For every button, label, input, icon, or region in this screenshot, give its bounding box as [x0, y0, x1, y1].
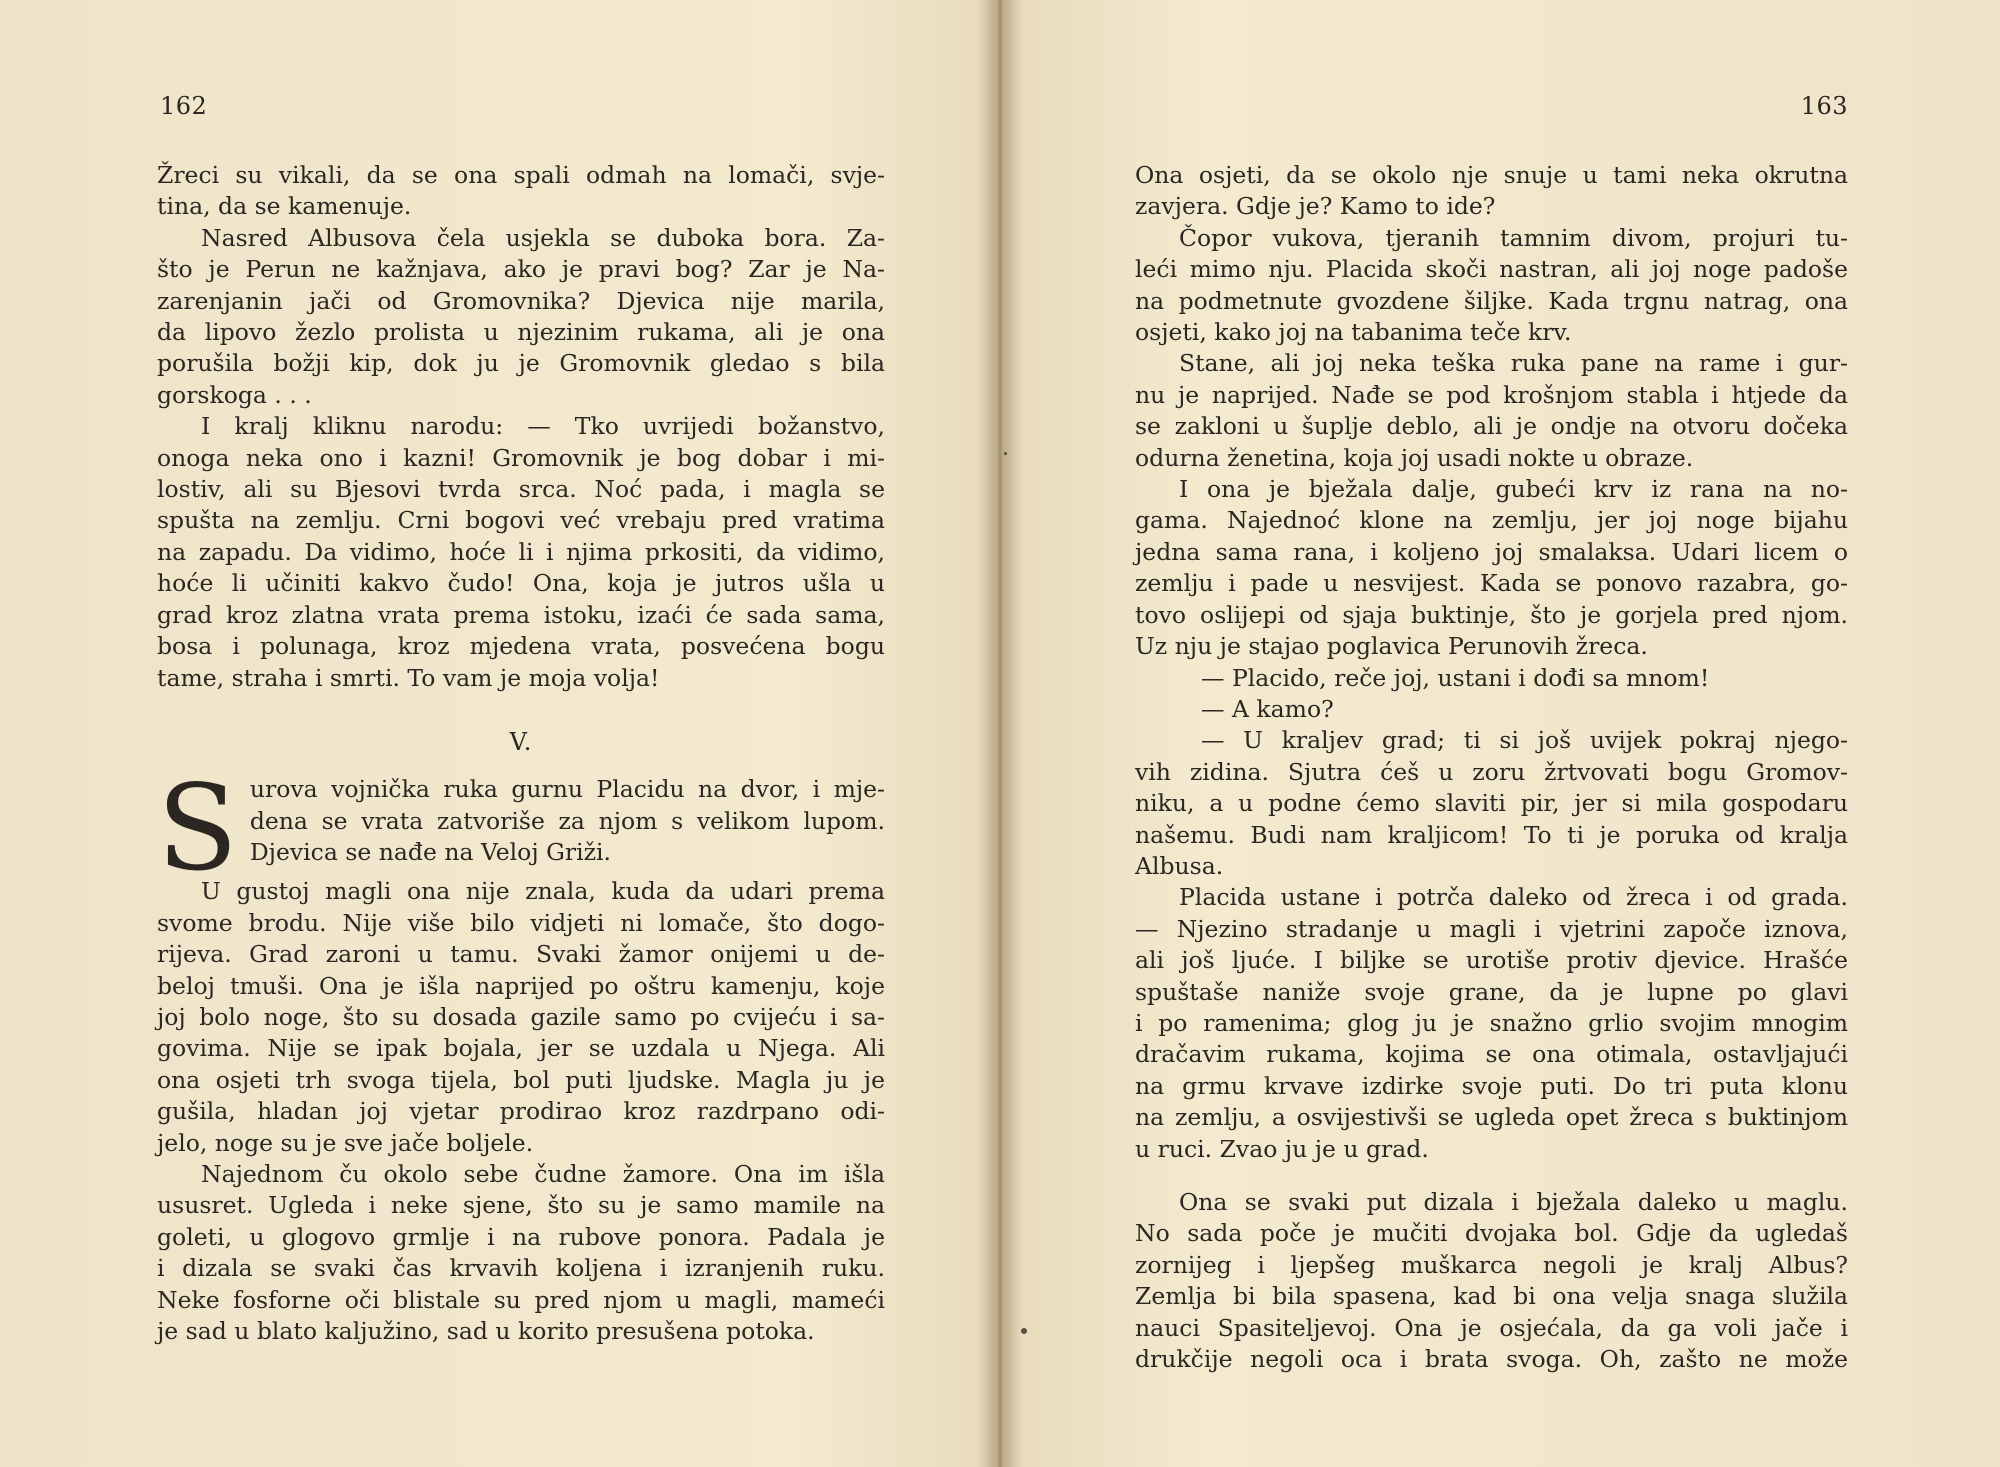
text-line: bosa i polunaga, kroz mjedena vrata, posvećena bogu: [157, 632, 885, 661]
text-line: zavjera. Gdje je? Kamo to ide?: [1135, 192, 1496, 221]
text-line: svome brodu. Nije više bilo vidjeti ni lomače, što dogo-: [157, 908, 885, 937]
text-line: ali još ljuće. I biljke se urotiše protiv djevice. Hrašće: [1135, 946, 1848, 975]
text-line: grad kroz zlatna vrata prema istoku, izaći će sada sama,: [157, 600, 885, 629]
right-page-text: [1135, 160, 1848, 1375]
page-number-right: 163: [1800, 92, 1848, 120]
text-line: se zakloni u šuplje deblo, ali je ondje na otvoru dočeka: [1135, 412, 1848, 441]
text-line: leći mimo nju. Placida skoči nastran, ali joj noge padoše: [1135, 255, 1848, 284]
paper-speck: [1004, 452, 1007, 455]
paragraph-gap: [1135, 1165, 1848, 1187]
chapter-heading: V.: [509, 727, 533, 756]
text-line: Albusa.: [1135, 851, 1224, 880]
text-line: na zapadu. Da vidimo, hoće li i njima prkositi, da vidimo,: [157, 537, 885, 566]
text-line: gušila, hladan joj vjetar prodirao kroz razdrpano odi-: [157, 1097, 885, 1126]
text-line: — A kamo?: [1201, 694, 1334, 723]
text-line: tina, da se kamenuje.: [157, 192, 412, 221]
text-line: jelo, noge su je sve jače boljele.: [157, 1128, 534, 1157]
text-line: hoće li učiniti kakvo čudo! Ona, koja je jutros ušla u: [157, 569, 885, 598]
text-line: zornijeg i ljepšeg muškarca negoli je kralj Albus?: [1135, 1250, 1848, 1279]
text-line: je sad u blato kaljužino, sad u korito presušena potoka.: [157, 1317, 815, 1345]
text-line: osjeti, kako joj na tabanima teče krv.: [1135, 318, 1572, 347]
text-line: govima. Nije se ipak bojala, jer se uzdala u Njega. Ali: [157, 1034, 885, 1063]
text-line: beloj tmuši. Ona je išla naprijed po oštru kamenju, koje: [157, 971, 885, 1000]
text-line: tame, straha i smrti. To vam je moja volja!: [157, 663, 660, 692]
drop-cap: S: [157, 759, 238, 898]
text-line: što je Perun ne kažnjava, ako je pravi bog? Zar je Na-: [157, 255, 885, 284]
text-line: Ona osjeti, da se okolo nje snuje u tami neka okrutna: [1135, 161, 1848, 189]
text-line: i dizala se svaki čas krvavih koljena i izranjenih ruku.: [157, 1254, 885, 1283]
text-line: vih zidina. Sjutra ćeš u zoru žrtvovati bogu Gromov-: [1135, 757, 1848, 786]
text-line: goleti, u glogovo grmlje i na rubove ponora. Padala je: [157, 1222, 885, 1251]
text-line: spuštaše naniže svoje grane, da je lupne po glavi: [1135, 977, 1848, 1006]
text-line: zemlju i pade u nesvijest. Kada se ponovo razabra, go-: [1135, 569, 1848, 598]
text-line: lostiv, ali su Bjesovi tvrda srca. Noć pada, i magla se: [157, 475, 885, 504]
text-line: porušila božji kip, dok ju je Gromovnik gledao s bila: [157, 349, 885, 378]
text-line: Ona se svaki put dizala i bježala daleko u maglu.: [1179, 1188, 1848, 1216]
text-line: na grmu krvave izdirke svoje puti. Do tri puta klonu: [1135, 1071, 1848, 1100]
text-line: Stane, ali joj neka teška ruka pane na rame i gur-: [1179, 349, 1848, 378]
text-line: odurna ženetina, koja joj usadi nokte u obraze.: [1135, 443, 1694, 472]
text-line: — Njezino stradanje u magli i vjetrini započe iznova,: [1135, 914, 1848, 943]
text-line: ususret. Ugleda i neke sjene, što su je samo mamile na: [157, 1191, 885, 1220]
paper-speck: [1021, 1328, 1027, 1334]
text-line: niku, a u podne ćemo slaviti pir, jer si mila gospodaru: [1135, 789, 1848, 818]
text-line: jedna sama rana, i koljeno joj smalaksa. Udari licem o: [1135, 537, 1848, 566]
text-line: ona osjeti trh svoga tijela, bol puti ljudske. Magla ju je: [157, 1065, 885, 1094]
text-line: nauci Spasiteljevoj. Ona je osjećala, da ga voli jače i: [1135, 1313, 1848, 1342]
text-line: Najednom ču okolo sebe čudne žamore. Ona im išla: [201, 1159, 885, 1188]
text-line: Čopor vukova, tjeranih tamnim divom, projuri tu-: [1179, 223, 1848, 252]
text-line: spušta na zemlju. Crni bogovi već vrebaju pred vratima: [157, 506, 885, 535]
text-line: Djevica se nađe na Veloj Griži.: [249, 838, 611, 867]
text-line: joj bolo noge, što su dosada gazile samo po cvijeću i sa-: [157, 1002, 885, 1031]
text-line: našemu. Budi nam kraljicom! To ti je poruka od kralja: [1135, 820, 1848, 849]
right-page: [1000, 0, 2000, 1467]
text-line: u ruci. Zvao ju je u grad.: [1135, 1134, 1429, 1163]
page-number-left: 162: [160, 92, 208, 120]
text-line: zarenjanin jači od Gromovnika? Djevica nije marila,: [157, 286, 885, 315]
text-line: da lipovo žezlo prolista u njezinim rukama, ali je ona: [157, 318, 885, 347]
text-line: tovo oslijepi od sjaja buktinje, što je gorjela pred njom.: [1135, 600, 1848, 629]
text-line: onoga neka ono i kazni! Gromovnik je bog dobar i mi-: [157, 443, 885, 472]
text-line: rijeva. Grad zaroni u tamu. Svaki žamor onijemi u de-: [157, 940, 885, 969]
left-page-text: [157, 160, 885, 1347]
text-line: Žreci su vikali, da se ona spali odmah na lomači, svje-: [157, 161, 885, 189]
text-line: No sada poče je mučiti dvojaka bol. Gdje da ugledaš: [1135, 1219, 1848, 1248]
text-line: i po ramenima; glog ju je snažno grlio svojim mnogim: [1135, 1008, 1848, 1037]
text-line: urova vojnička ruka gurnu Placidu na dvor, i mje-: [249, 775, 885, 804]
text-line: na podmetnute gvozdene šiljke. Kada trgnu natrag, ona: [1135, 286, 1848, 315]
text-line: Placida ustane i potrča daleko od žreca i od grada.: [1179, 883, 1848, 912]
text-line: dračavim rukama, kojima se ona otimala, ostavljajući: [1135, 1040, 1848, 1069]
text-line: — U kraljev grad; ti si još uvijek pokraj njego-: [1201, 726, 1848, 755]
text-line: I ona je bježala dalje, gubeći krv iz rana na no-: [1179, 475, 1848, 504]
text-line: dena se vrata zatvoriše za njom s velikom lupom.: [249, 806, 885, 835]
text-line: drukčije negoli oca i brata svoga. Oh, zašto ne može: [1135, 1345, 1848, 1374]
text-line: gama. Najednoć klone na zemlju, jer joj noge bijahu: [1135, 506, 1848, 535]
text-line: Zemlja bi bila spasena, kad bi ona velja snaga služila: [1135, 1282, 1848, 1311]
text-line: Uz nju je stajao poglavica Perunovih žreca.: [1135, 632, 1648, 661]
text-line: Neke fosforne oči blistale su pred njom u magli, mameći: [157, 1285, 885, 1314]
text-line: gorskoga . . .: [157, 380, 312, 409]
text-line: nu je naprijed. Nađe se pod krošnjom stabla i htjede da: [1135, 380, 1848, 409]
text-line: — Placido, reče joj, ustani i dođi sa mnom!: [1201, 663, 1710, 692]
text-line: U gustoj magli ona nije znala, kuda da udari prema: [201, 877, 885, 906]
text-line: Nasred Albusova čela usjekla se duboka bora. Za-: [201, 223, 885, 252]
text-line: I kralj kliknu narodu: — Tko uvrijedi božanstvo,: [201, 412, 885, 441]
text-line: na zemlju, a osvijestivši se ugleda opet žreca s buktinjom: [1135, 1103, 1848, 1132]
